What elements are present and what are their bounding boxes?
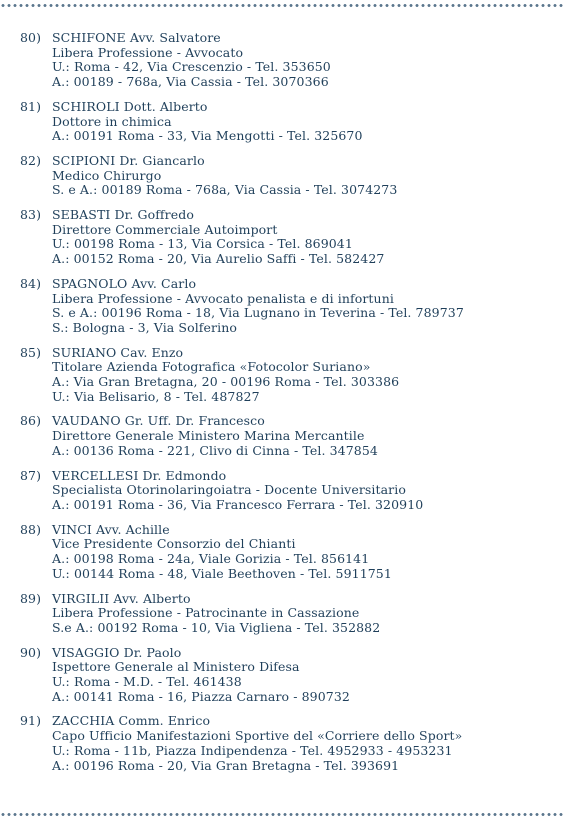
entry-detail-line: Titolare Azienda Fotografica «Fotocolor Suriano» — [52, 359, 371, 375]
entry-detail-line: A.: 00196 Roma - 20, Via Gran Bretagna - Tel. 393691 — [52, 757, 400, 773]
entry-name: ZACCHIA Comm. Enrico — [52, 713, 211, 729]
entry-detail-line: S. e A.: 00196 Roma - 18, Via Lugnano in Teverina - Tel. 789737 — [52, 305, 464, 321]
entry-detail-line: U.: Via Belisario, 8 - Tel. 487827 — [52, 388, 260, 404]
entry-number: 89) — [20, 590, 42, 606]
entry-detail-line: S. e A.: 00189 Roma - 768a, Via Cassia - Tel. 3074273 — [52, 182, 398, 198]
entry-name: SPAGNOLO Avv. Carlo — [52, 275, 197, 291]
entry-detail-line: U.: 00144 Roma - 48, Viale Beethoven - Tel. 5911751 — [52, 565, 392, 581]
entry-detail-line: U.: Roma - M.D. - Tel. 461438 — [52, 674, 242, 690]
entry-number: 80) — [20, 30, 42, 45]
entry-body — [20, 714, 552, 773]
entry-detail-line: U.: Roma - 42, Via Crescenzio - Tel. 353650 — [52, 59, 331, 75]
entry-number: 81) — [20, 98, 42, 114]
entry-body — [20, 31, 552, 90]
entry-detail-line: A.: 00136 Roma - 221, Clivo di Cinna - Tel. 347854 — [52, 442, 378, 458]
entry-detail-line: Medico Chirurgo — [52, 167, 162, 183]
entry-detail-line: Direttore Generale Ministero Marina Mercantile — [52, 428, 365, 444]
entry-body — [20, 414, 552, 458]
entry-detail-line: Libera Professione - Avvocato — [52, 44, 244, 60]
entry-name: VINCI Avv. Achille — [52, 521, 170, 537]
entry-detail-line: Dottore in chimica — [52, 113, 172, 129]
entry-detail-line: Specialista Otorinolaringoiatra - Docente Universitario — [52, 482, 406, 498]
directory-entry — [20, 154, 552, 198]
directory-entry — [20, 31, 552, 90]
entry-detail-line: A.: 00191 Roma - 33, Via Mengotti - Tel. 325670 — [52, 128, 363, 144]
entry-name: SCHIROLI Dott. Alberto — [52, 98, 208, 114]
entry-detail-line: A.: 00191 Roma - 36, Via Francesco Ferrara - Tel. 320910 — [52, 496, 424, 512]
directory-entry — [20, 414, 552, 458]
entry-detail-line: U.: 00198 Roma - 13, Via Corsica - Tel. 869041 — [52, 236, 353, 252]
entry-number: 82) — [20, 152, 42, 168]
entry-name: VAUDANO Gr. Uff. Dr. Francesco — [52, 413, 265, 429]
directory-entry — [20, 100, 552, 144]
entry-body — [20, 100, 552, 144]
entry-detail-line: A.: Via Gran Bretagna, 20 - 00196 Roma - Tel. 303386 — [52, 374, 400, 390]
entry-name: VERCELLESI Dr. Edmondo — [52, 467, 227, 483]
entry-number: 90) — [20, 644, 42, 660]
entry-detail-line: U.: Roma - 11b, Piazza Indipendenza - Tel. 4952933 - 4953231 — [52, 742, 453, 758]
entry-body — [20, 592, 552, 636]
entry-name: SCHIFONE Avv. Salvatore — [52, 30, 221, 45]
entry-name: SCIPIONI Dr. Giancarlo — [52, 152, 205, 168]
entry-detail-line: S.e A.: 00192 Roma - 10, Via Vigliena - Tel. 352882 — [52, 619, 381, 635]
entry-name: SURIANO Cav. Enzo — [52, 344, 184, 360]
directory-entry — [20, 277, 552, 336]
directory-entry — [20, 592, 552, 636]
entry-detail-line: Ispettore Generale al Ministero Difesa — [52, 659, 300, 675]
entry-name: SEBASTI Dr. Goffredo — [52, 207, 194, 223]
entry-detail-line: A.: 00141 Roma - 16, Piazza Carnaro - 890732 — [52, 688, 350, 704]
perforated-top-edge — [0, 3, 564, 8]
perforated-bottom-edge — [0, 812, 564, 817]
entry-detail-line: Vice Presidente Consorzio del Chianti — [52, 536, 296, 552]
entry-number: 88) — [20, 521, 42, 537]
entry-detail-line: S.: Bologna - 3, Via Solferino — [52, 319, 237, 335]
entry-detail-line: Capo Ufficio Manifestazioni Sportive del «Corriere dello Sport» — [52, 728, 463, 744]
entry-detail-line: Libera Professione - Patrocinante in Cassazione — [52, 605, 360, 621]
entry-detail-line: A.: 00198 Roma - 24a, Viale Gorizia - Tel. 856141 — [52, 551, 370, 567]
entry-body — [20, 154, 552, 198]
directory-entry — [20, 714, 552, 773]
entry-body — [20, 469, 552, 513]
directory-entry — [20, 208, 552, 267]
entry-number: 87) — [20, 467, 42, 483]
entry-number: 91) — [20, 713, 42, 729]
directory-entry — [20, 469, 552, 513]
entry-detail-line: Libera Professione - Avvocato penalista e di infortuni — [52, 290, 394, 306]
entry-name: VISAGGIO Dr. Paolo — [52, 644, 182, 660]
entry-body — [20, 346, 552, 405]
entry-number: 83) — [20, 207, 42, 223]
entry-detail-line: Direttore Commerciale Autoimport — [52, 221, 278, 237]
entry-body — [20, 523, 552, 582]
entry-detail-line: A.: 00152 Roma - 20, Via Aurelio Saffi - Tel. 582427 — [52, 251, 385, 267]
entry-body — [20, 646, 552, 705]
entry-body — [20, 277, 552, 336]
entry-number: 86) — [20, 413, 42, 429]
directory-entry — [20, 523, 552, 582]
entry-body — [20, 208, 552, 267]
entry-number: 85) — [20, 344, 42, 360]
entry-number: 84) — [20, 275, 42, 291]
directory-entries — [20, 31, 552, 783]
entry-name: VIRGILII Avv. Alberto — [52, 590, 191, 606]
directory-entry — [20, 346, 552, 405]
entry-detail-line: A.: 00189 - 768a, Via Cassia - Tel. 3070366 — [52, 74, 329, 90]
directory-entry — [20, 646, 552, 705]
